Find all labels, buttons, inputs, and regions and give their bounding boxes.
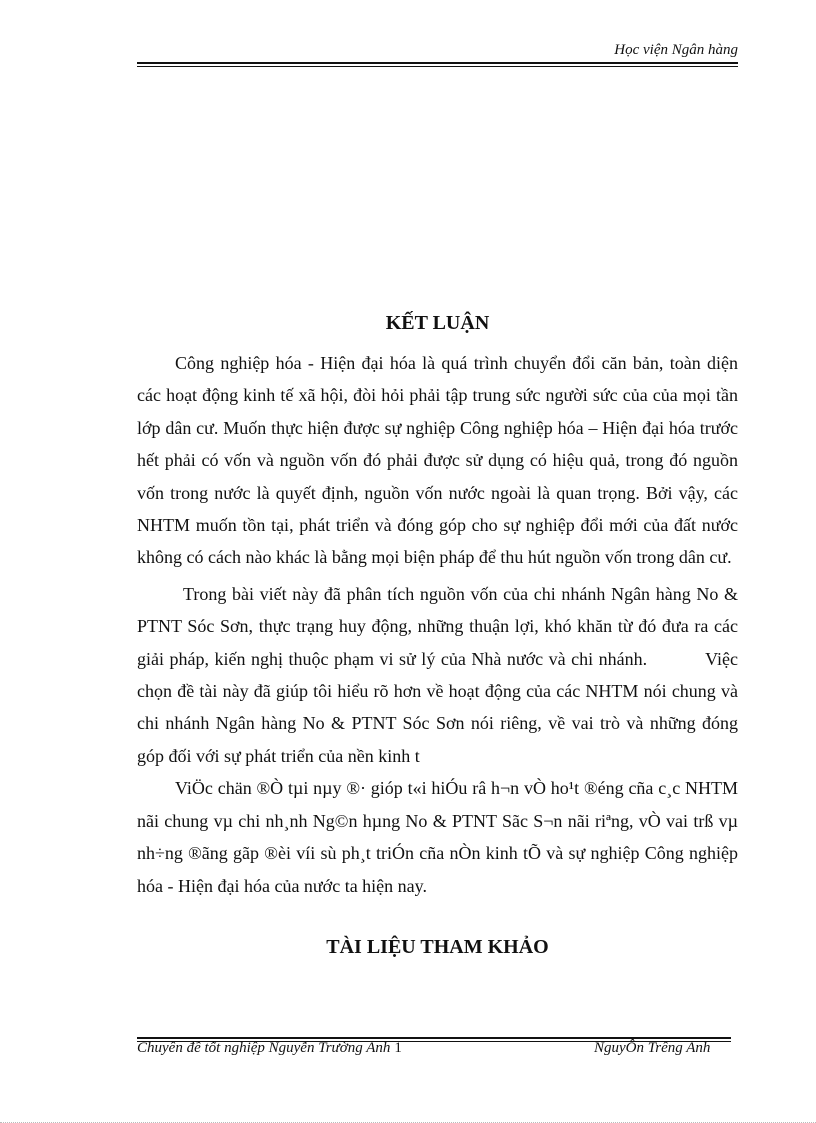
references-title: TÀI LIỆU THAM KHẢO	[326, 936, 549, 958]
paragraph-2-part-a: Trong bài viết này đã phân tích nguồn vốn của chi nhánh Ngân hàng No & PTNT Sóc Sơn, thực trạng huy động, những thuận lợi, khó khăn từ đó đưa ra các giải pháp, kiến nghị thuộc phạm vi sử lý của Nhà nước và chi nhánh.	[137, 583, 738, 669]
footer-left	[137, 1040, 402, 1057]
footer-title: Chuyên đề tốt nghiệp Nguyễn Trường Anh	[137, 1040, 391, 1056]
header-rule-thick	[137, 62, 738, 64]
paragraph-3: ViÖc chän ®Ò tµi nµy ®· gióp t«i hiÓu râ h¬n vÒ ho¹t ®éng cña c¸c NHTM nãi chung vµ chi nh¸nh Ng©n hµng No & PTNT Sãc S¬n nãi riªng, vÒ vai trß vµ nh÷ng ®ãng gãp ®èi víi sù ph¸t triÓn cña nÒn kinh tÕ và sự nghiệp Công nghiệp hóa - Hiện đại hóa của nước ta hiện nay.	[137, 778, 738, 896]
section-title: KẾT LUẬN	[385, 312, 490, 334]
header-rule-thin	[137, 66, 738, 67]
paragraph-2	[137, 578, 738, 772]
footer-rule-thick	[137, 1037, 731, 1039]
paragraph-1: Công nghiệp hóa - Hiện đại hóa là quá trình chuyển đổi căn bản, toàn diện các hoạt động kinh tế xã hội, đòi hỏi phải tập trung sức người sức của của mọi tần lớp dân cư. Muốn thực hiện được sự nghiệp Công nghiệp hóa – Hiện đại hóa trước hết phải có vốn và nguồn vốn đó phải được sử dụng có hiệu quả, trong đó nguồn vốn trong nước là quyết định, nguồn vốn nước ngoài là quan trọng. Bởi vậy, các NHTM muốn tồn tại, phát triển và đóng góp cho sự nghiệp đổi mới của đất nước không có cách nào khác là bằng mọi biện pháp để thu hút nguồn vốn trong dân cư.	[137, 353, 738, 568]
running-header: Học viện Ngân hàng	[614, 42, 738, 58]
page-number: 1	[394, 1040, 402, 1056]
paragraph-2-part-b: Việc chọn đề tài này đã giúp tôi hiểu rõ hơn về hoạt động của các NHTM nói chung và chi nhánh Ngân hàng No & PTNT Sóc Sơn nói riêng, về vai trò và những đóng góp đối với sự phát triển của nền kinh t	[137, 648, 738, 766]
body-text	[137, 347, 738, 906]
footer-author: NguyÔn Trêng Anh	[594, 1040, 711, 1056]
